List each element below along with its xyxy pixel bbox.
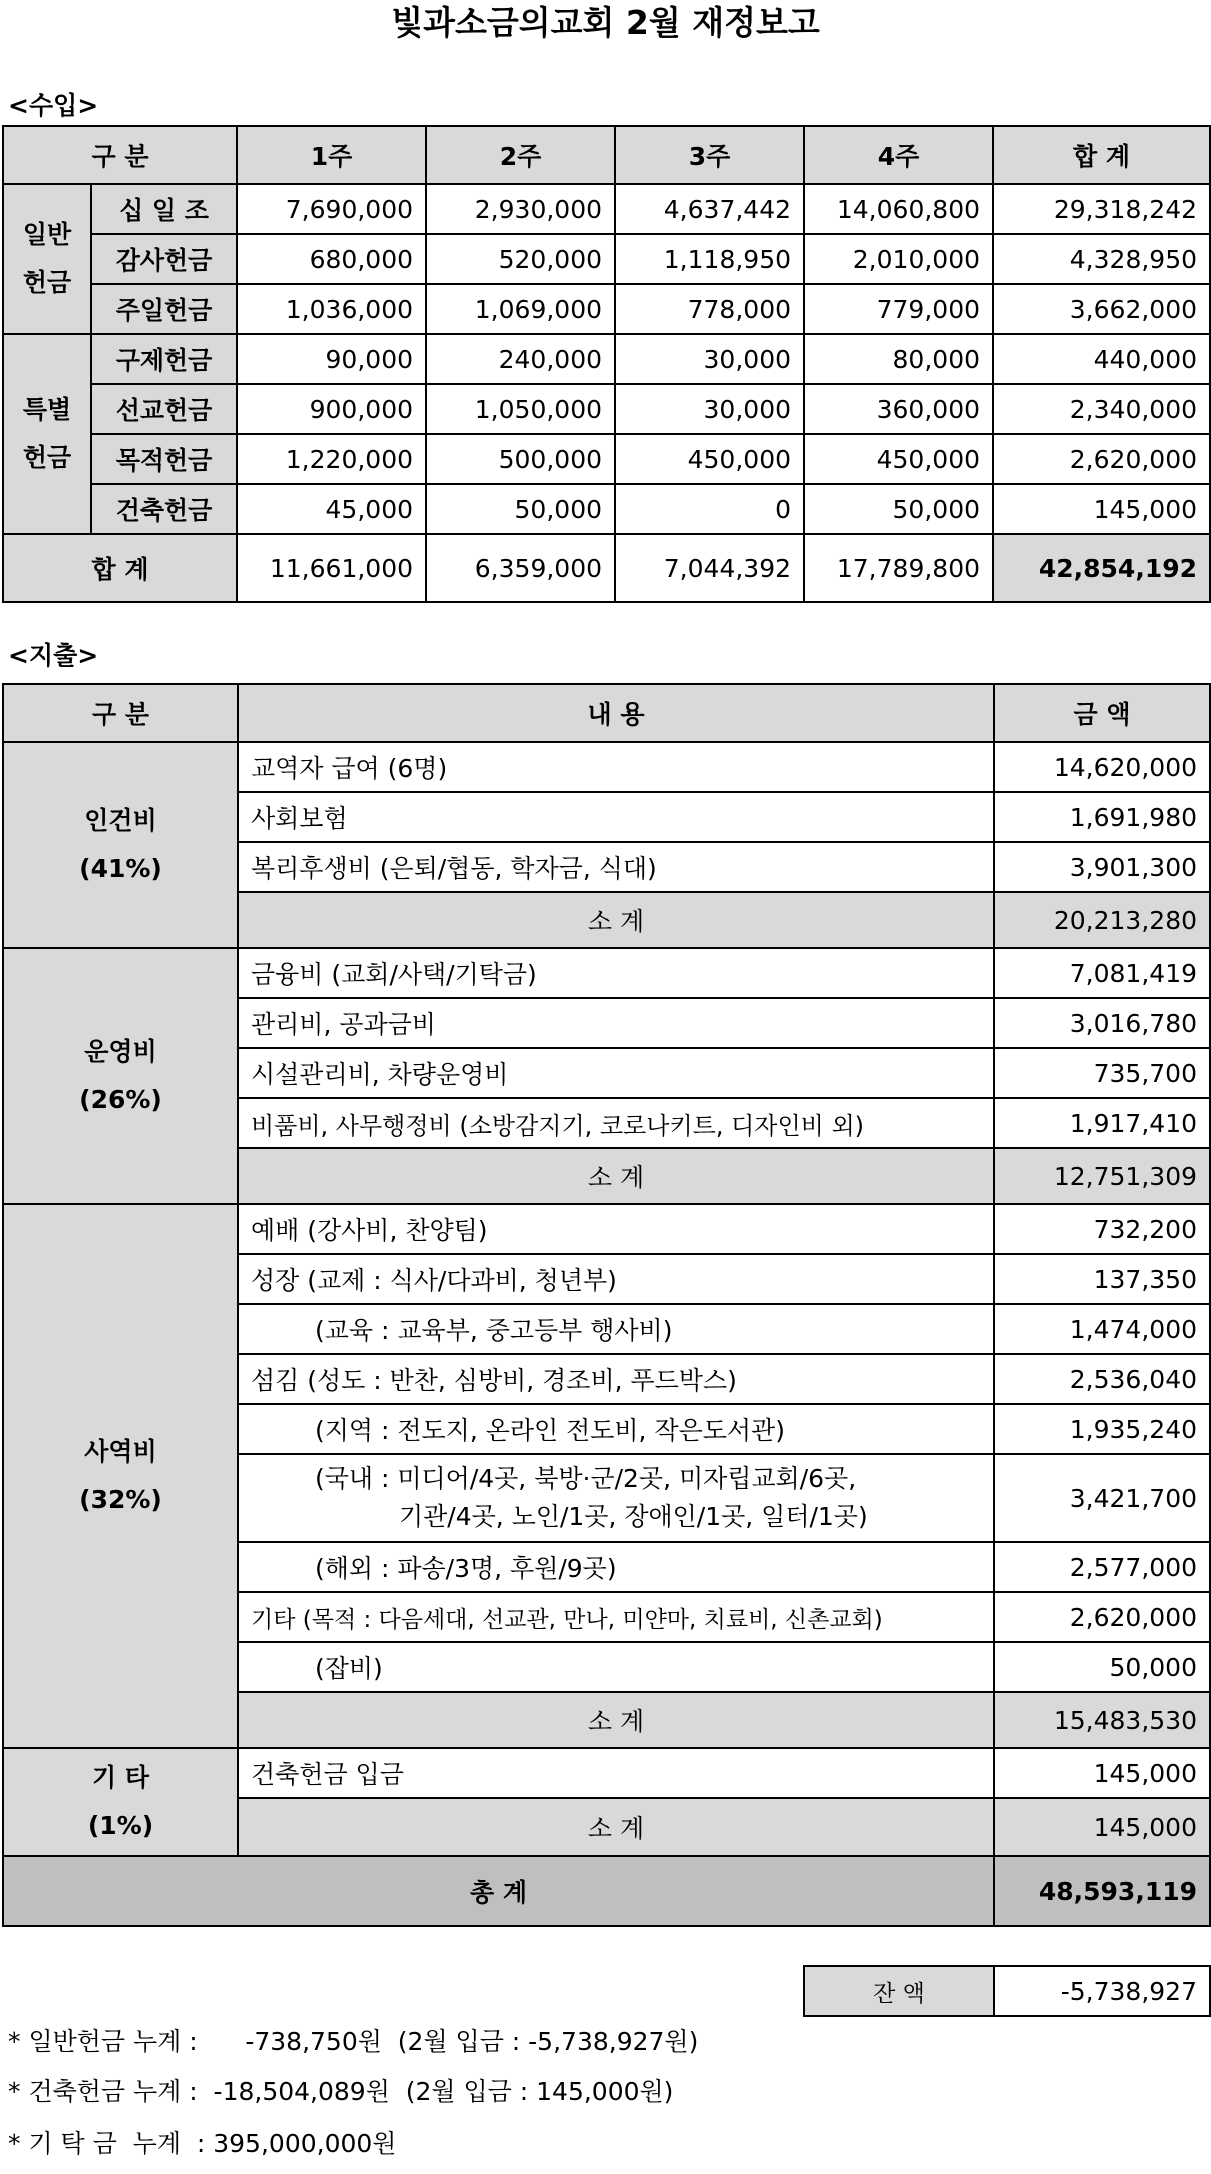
income-cell: 450,000 bbox=[804, 434, 993, 484]
table-row bbox=[3, 434, 1210, 484]
expense-section-label: <지출> bbox=[8, 641, 99, 670]
expense-table bbox=[2, 683, 1211, 1927]
income-row-label: 선교헌금 bbox=[91, 384, 237, 434]
expense-desc: (교육 : 교육부, 중고등부 행사비) bbox=[238, 1304, 994, 1354]
income-table bbox=[2, 125, 1211, 603]
income-cell: 14,060,800 bbox=[804, 184, 993, 234]
expense-amount: 3,421,700 bbox=[994, 1454, 1210, 1542]
income-row-label: 건축헌금 bbox=[91, 484, 237, 534]
income-section-label: <수입> bbox=[8, 91, 99, 120]
expense-total-label: 총 계 bbox=[3, 1856, 994, 1926]
expense-desc-multiline bbox=[238, 1454, 994, 1542]
expense-amount: 14,620,000 bbox=[994, 742, 1210, 792]
subtotal-amount: 15,483,530 bbox=[994, 1692, 1210, 1748]
income-cell: 30,000 bbox=[615, 334, 804, 384]
table-row bbox=[3, 384, 1210, 434]
income-cell: 4,328,950 bbox=[993, 234, 1210, 284]
expense-amount: 145,000 bbox=[994, 1748, 1210, 1798]
income-header-week4: 4주 bbox=[804, 126, 993, 184]
income-cell: 1,069,000 bbox=[426, 284, 615, 334]
table-row bbox=[3, 1748, 1210, 1798]
income-cell: 450,000 bbox=[615, 434, 804, 484]
expense-desc: 섬김 (성도 : 반찬, 심방비, 경조비, 푸드박스) bbox=[238, 1354, 994, 1404]
expense-desc: 복리후생비 (은퇴/협동, 학자금, 식대) bbox=[238, 842, 994, 892]
income-header-category: 구 분 bbox=[3, 126, 237, 184]
income-cell: 779,000 bbox=[804, 284, 993, 334]
income-grand-total: 42,854,192 bbox=[993, 534, 1210, 602]
income-total-cell: 17,789,800 bbox=[804, 534, 993, 602]
note-building-offering: * 건축헌금 누계 : -18,504,089원 (2월 입금 : 145,000원) bbox=[8, 2077, 674, 2106]
income-group-general bbox=[3, 184, 1210, 334]
expense-total-amount: 48,593,119 bbox=[994, 1856, 1210, 1926]
expense-desc: (지역 : 전도지, 온라인 전도비, 작은도서관) bbox=[238, 1404, 994, 1454]
expense-amount: 3,016,780 bbox=[994, 998, 1210, 1048]
expense-desc: (잡비) bbox=[238, 1642, 994, 1692]
table-row bbox=[3, 334, 1210, 384]
income-row-label: 목적헌금 bbox=[91, 434, 237, 484]
expense-amount: 137,350 bbox=[994, 1254, 1210, 1304]
income-header-row bbox=[3, 126, 1210, 184]
income-total-cell: 7,044,392 bbox=[615, 534, 804, 602]
income-cell: 1,050,000 bbox=[426, 384, 615, 434]
balance-table bbox=[803, 1965, 1211, 2017]
expense-amount: 50,000 bbox=[994, 1642, 1210, 1692]
table-row bbox=[3, 1204, 1210, 1254]
expense-desc: 기타 (목적 : 다음세대, 선교관, 만나, 미얀마, 치료비, 신촌교회) bbox=[238, 1592, 994, 1642]
income-row-label: 십 일 조 bbox=[91, 184, 237, 234]
subtotal-label: 소 계 bbox=[238, 1692, 994, 1748]
balance-amount: -5,738,927 bbox=[994, 1966, 1210, 2016]
income-group-label: 일반 헌금 bbox=[3, 184, 91, 334]
income-cell: 440,000 bbox=[993, 334, 1210, 384]
expense-amount: 1,474,000 bbox=[994, 1304, 1210, 1354]
income-cell: 2,620,000 bbox=[993, 434, 1210, 484]
income-header-week2: 2주 bbox=[426, 126, 615, 184]
expense-amount: 732,200 bbox=[994, 1204, 1210, 1254]
income-cell: 90,000 bbox=[237, 334, 426, 384]
income-row-label: 감사헌금 bbox=[91, 234, 237, 284]
expense-amount: 3,901,300 bbox=[994, 842, 1210, 892]
subtotal-amount: 12,751,309 bbox=[994, 1148, 1210, 1204]
expense-header-category: 구 분 bbox=[3, 684, 238, 742]
income-row-label: 주일헌금 bbox=[91, 284, 237, 334]
expense-group-label: 인건비 (41%) bbox=[3, 742, 238, 948]
table-row bbox=[3, 742, 1210, 792]
subtotal-amount: 145,000 bbox=[994, 1798, 1210, 1856]
expense-desc: 교역자 급여 (6명) bbox=[238, 742, 994, 792]
income-row-label: 구제헌금 bbox=[91, 334, 237, 384]
expense-amount: 1,917,410 bbox=[994, 1098, 1210, 1148]
expense-desc: 성장 (교제 : 식사/다과비, 청년부) bbox=[238, 1254, 994, 1304]
expense-group-label: 운영비 (26%) bbox=[3, 948, 238, 1204]
income-cell: 4,637,442 bbox=[615, 184, 804, 234]
balance-row bbox=[804, 1966, 1210, 2016]
table-row bbox=[3, 948, 1210, 998]
income-cell: 520,000 bbox=[426, 234, 615, 284]
expense-amount: 1,691,980 bbox=[994, 792, 1210, 842]
expense-desc: 예배 (강사비, 찬양팀) bbox=[238, 1204, 994, 1254]
table-row bbox=[3, 184, 1210, 234]
expense-desc: 건축헌금 입금 bbox=[238, 1748, 994, 1798]
subtotal-label: 소 계 bbox=[238, 892, 994, 948]
expense-desc: (해외 : 파송/3명, 후원/9곳) bbox=[238, 1542, 994, 1592]
expense-header-amount: 금 액 bbox=[994, 684, 1210, 742]
expense-desc: 관리비, 공과금비 bbox=[238, 998, 994, 1048]
expense-amount: 2,536,040 bbox=[994, 1354, 1210, 1404]
income-cell: 240,000 bbox=[426, 334, 615, 384]
income-header-week3: 3주 bbox=[615, 126, 804, 184]
income-header-total: 합 계 bbox=[993, 126, 1210, 184]
income-group-special bbox=[3, 334, 1210, 534]
table-row bbox=[3, 284, 1210, 334]
income-cell: 29,318,242 bbox=[993, 184, 1210, 234]
expense-group-label: 사역비 (32%) bbox=[3, 1204, 238, 1748]
income-header-week1: 1주 bbox=[237, 126, 426, 184]
note-general-offering: * 일반헌금 누계 : -738,750원 (2월 입금 : -5,738,927원) bbox=[8, 2027, 699, 2056]
income-cell: 2,010,000 bbox=[804, 234, 993, 284]
income-cell: 50,000 bbox=[426, 484, 615, 534]
page-title: 빛과소금의교회 2월 재정보고 bbox=[391, 3, 820, 42]
expense-desc-line1: (국내 : 미디어/4곳, 북방·군/2곳, 미자립교회/6곳, bbox=[315, 1464, 857, 1493]
expense-desc: 비품비, 사무행정비 (소방감지기, 코로나키트, 디자인비 외) bbox=[238, 1098, 994, 1148]
expense-amount: 7,081,419 bbox=[994, 948, 1210, 998]
expense-header-content: 내 용 bbox=[238, 684, 994, 742]
income-cell: 1,036,000 bbox=[237, 284, 426, 334]
income-cell: 1,220,000 bbox=[237, 434, 426, 484]
income-total-row bbox=[3, 534, 1210, 602]
subtotal-amount: 20,213,280 bbox=[994, 892, 1210, 948]
expense-desc-line2: 기관/4곳, 노인/1곳, 장애인/1곳, 일터/1곳) bbox=[399, 1502, 868, 1531]
income-cell: 2,340,000 bbox=[993, 384, 1210, 434]
income-cell: 900,000 bbox=[237, 384, 426, 434]
subtotal-label: 소 계 bbox=[238, 1798, 994, 1856]
income-cell: 500,000 bbox=[426, 434, 615, 484]
income-cell: 145,000 bbox=[993, 484, 1210, 534]
expense-total-row bbox=[3, 1856, 1210, 1926]
expense-amount: 1,935,240 bbox=[994, 1404, 1210, 1454]
income-cell: 1,118,950 bbox=[615, 234, 804, 284]
table-row bbox=[3, 234, 1210, 284]
income-cell: 0 bbox=[615, 484, 804, 534]
income-cell: 360,000 bbox=[804, 384, 993, 434]
subtotal-label: 소 계 bbox=[238, 1148, 994, 1204]
income-cell: 778,000 bbox=[615, 284, 804, 334]
table-row bbox=[3, 484, 1210, 534]
income-cell: 3,662,000 bbox=[993, 284, 1210, 334]
income-total-cell: 11,661,000 bbox=[237, 534, 426, 602]
expense-amount: 735,700 bbox=[994, 1048, 1210, 1098]
expense-desc: 금융비 (교회/사택/기탁금) bbox=[238, 948, 994, 998]
income-cell: 680,000 bbox=[237, 234, 426, 284]
income-cell: 80,000 bbox=[804, 334, 993, 384]
income-cell: 2,930,000 bbox=[426, 184, 615, 234]
expense-header-row bbox=[3, 684, 1210, 742]
expense-desc: 시설관리비, 차량운영비 bbox=[238, 1048, 994, 1098]
expense-group-label: 기 타 (1%) bbox=[3, 1748, 238, 1856]
income-total-label: 합 계 bbox=[3, 534, 237, 602]
income-cell: 7,690,000 bbox=[237, 184, 426, 234]
income-cell: 30,000 bbox=[615, 384, 804, 434]
income-cell: 50,000 bbox=[804, 484, 993, 534]
income-total-cell: 6,359,000 bbox=[426, 534, 615, 602]
expense-desc: 사회보험 bbox=[238, 792, 994, 842]
note-deposit: * 기 탁 금 누계 : 395,000,000원 bbox=[8, 2129, 397, 2158]
expense-amount: 2,577,000 bbox=[994, 1542, 1210, 1592]
income-cell: 45,000 bbox=[237, 484, 426, 534]
balance-label: 잔 액 bbox=[804, 1966, 994, 2016]
expense-amount: 2,620,000 bbox=[994, 1592, 1210, 1642]
income-group-label: 특별 헌금 bbox=[3, 334, 91, 534]
